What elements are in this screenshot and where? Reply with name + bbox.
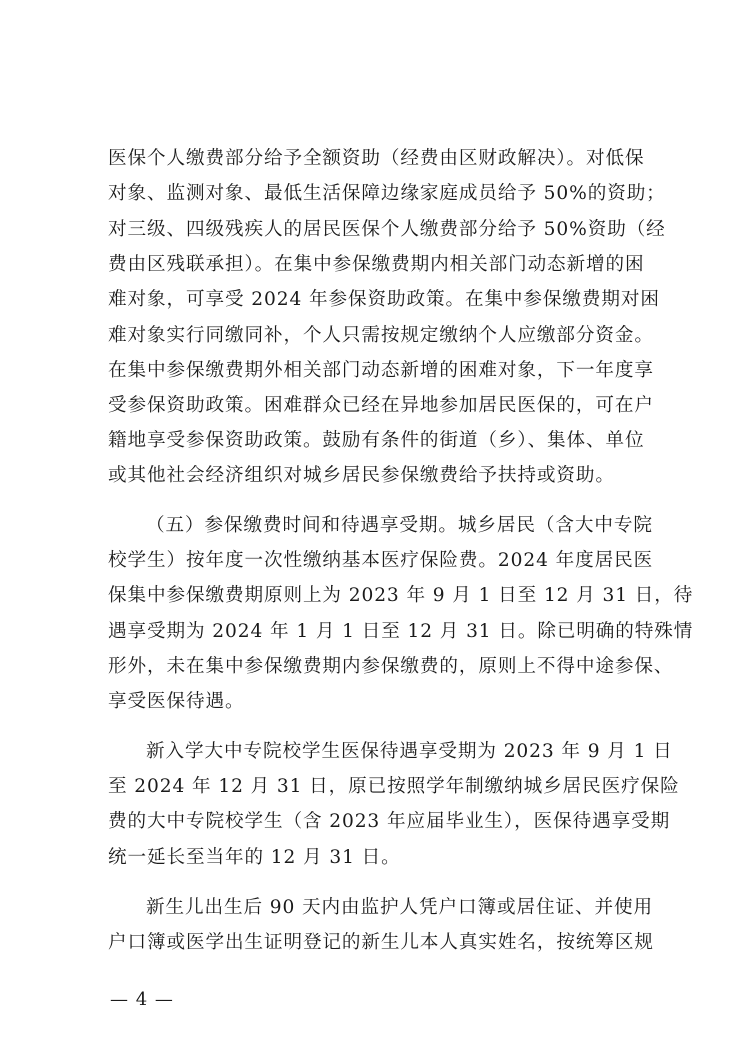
section-heading-line: （五）参保缴费时间和待遇享受期。城乡居民（含大中专院 [146,515,653,536]
text-line: 或其他社会经济组织对城乡居民参保缴费给予扶持或资助。 [108,465,615,486]
paragraph-start-line: 新生儿出生后 90 天内由监护人凭户口簿或居住证、并使用 [146,897,653,918]
text-line: 难对象，可享受 2024 年参保资助政策。在集中参保缴费期对困 [108,289,660,310]
text-line: 费的大中专院校学生（含 2023 年应届毕业生），医保待遇享受期 [108,811,671,832]
text-line: 校学生）按年度一次性缴纳基本医疗保险费。2024 年度居民医 [108,550,654,571]
text-line: 统一延长至当年的 12 月 31 日。 [108,847,401,868]
paragraph-start-line: 新入学大中专院校学生医保待遇享受期为 2023 年 9 月 1 日 [146,741,673,762]
text-line: 至 2024 年 12 月 31 日，原已按照学年制缴纳城乡居民医疗保险 [108,776,680,797]
text-line: 对三级、四级残疾人的居民医保个人缴费部分给予 50%资助（经 [108,219,666,240]
text-line: 对象、监测对象、最低生活保障边缘家庭成员给予 50%的资助； [108,183,666,204]
page-number: — 4 — [110,989,174,1010]
text-line: 在集中参保缴费期外相关部门动态新增的困难对象，下一年度享 [108,360,654,381]
text-line: 难对象实行同缴同补，个人只需按规定缴纳个人应缴部分资金。 [108,325,654,346]
text-line: 籍地享受参保资助政策。鼓励有条件的街道（乡）、集体、单位 [108,430,645,451]
text-line: 遇享受期为 2024 年 1 月 1 日至 12 月 31 日。除已明确的特殊情 [108,621,694,642]
text-line: 受参保资助政策。困难群众已经在异地参加居民医保的，可在户 [108,395,654,416]
text-line: 医保个人缴费部分给予全额资助（经费由区财政解决）。对低保 [108,148,645,169]
text-line: 户口簿或医学出生证明登记的新生儿本人真实姓名，按统筹区规 [108,932,654,953]
text-line: 费由区残联承担）。在集中参保缴费期内相关部门动态新增的困 [108,254,645,275]
text-line: 形外，未在集中参保缴费期内参保缴费的，原则上不得中途参保、 [108,656,674,677]
text-line: 享受医保待遇。 [108,691,245,712]
text-line: 保集中参保缴费期原则上为 2023 年 9 月 1 日至 12 月 31 日，待 [108,585,694,606]
